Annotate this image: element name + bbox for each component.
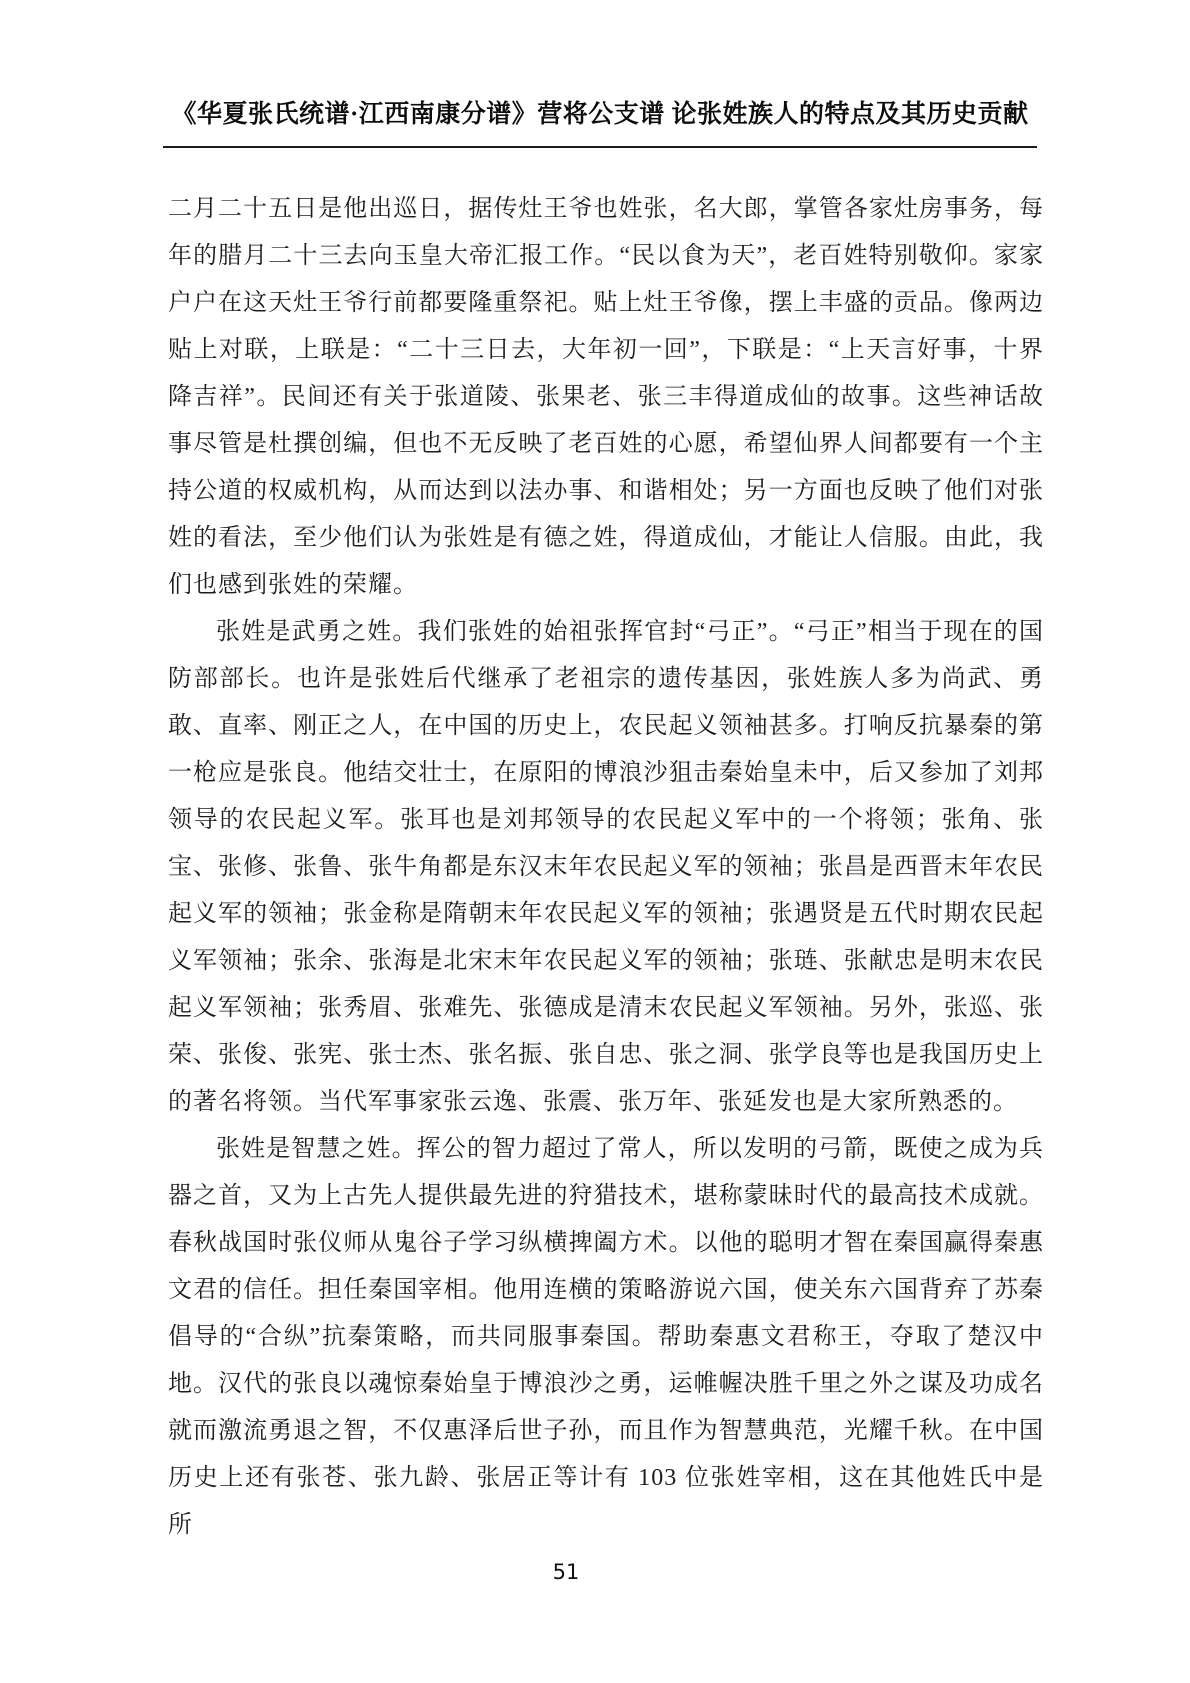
paragraph: 张姓是武勇之姓。我们张姓的始祖张挥官封“弓正”。“弓正”相当于现在的国防部部长。也许是张姓后代继承了老祖宗的遗传基因，张姓族人多为尚武、勇敢、直率、刚正之人，在中国的历史上，农民起义领袖甚多。打响反抗暴秦的第一枪应是张良。他结交壮士，在原阳的博浪沙狙击秦始皇未中，后又参加了刘邦领导的农民起义军。张耳也是刘邦领导的农民起义军中的一个将领；张角、张宝、张修、张鲁、张牛角都是东汉末年农民起义军的领袖；张昌是西晋末年农民起义军的领袖；张金称是隋朝末年农民起义军的领袖；张遇贤是五代时期农民起义军领袖；张余、张海是北宋末年农民起义军的领袖；张琏、张献忠是明末农民起义军领袖；张秀眉、张难先、张德成是清末农民起义军领袖。另外，张巡、张荣、张俊、张宪、张士杰、张名振、张自忠、张之洞、张学良等也是我国历史上的著名将领。当代军事家张云逸、张震、张万年、张延发也是大家所熟悉的。 [168, 619, 1044, 1115]
page-number: 51 [552, 1560, 580, 1584]
header-title: 《华夏张氏统谱·江西南康分谱》营将公支谱 论张姓族人的特点及其历史贡献 [171, 101, 1029, 128]
page-header [163, 98, 1037, 148]
body-text [168, 186, 1044, 1549]
page-footer [0, 1560, 1132, 1584]
paragraph: 张姓是智慧之姓。挥公的智力超过了常人，所以发明的弓箭，既使之成为兵器之首，又为上古先人提供最先进的狩猎技术，堪称蒙昧时代的最高技术成就。春秋战国时张仪师从鬼谷子学习纵横捭阖方术。以他的聪明才智在秦国赢得秦惠文君的信任。担任秦国宰相。他用连横的策略游说六国，使关东六国背弃了苏秦倡导的“合纵”抗秦策略，而共同服事秦国。帮助秦惠文君称王，夺取了楚汉中地。汉代的张良以魂惊秦始皇于博浪沙之勇，运帷幄决胜千里之外之谋及功成名就而激流勇退之智，不仅惠泽后世子孙，而且作为智慧典范，光耀千秋。在中国历史上还有张苍、张九龄、张居正等计有 103 位张姓宰相，这在其他姓氏中是所 [168, 1136, 1044, 1538]
paragraph: 二月二十五日是他出巡日，据传灶王爷也姓张，名大郎，掌管各家灶房事务，每年的腊月二十三去向玉皇大帝汇报工作。“民以食为天”，老百姓特别敬仰。家家户户在这天灶王爷行前都要隆重祭祀。贴上灶王爷像，摆上丰盛的贡品。像两边贴上对联，上联是：“二十三日去，大年初一回”，下联是：“上天言好事，十界降吉祥”。民间还有关于张道陵、张果老、张三丰得道成仙的故事。这些神话故事尽管是杜撰创编，但也不无反映了老百姓的心愿，希望仙界人间都要有一个主持公道的权威机构，从而达到以法办事、和谐相处；另一方面也反映了他们对张姓的看法，至少他们认为张姓是有德之姓，得道成仙，才能让人信服。由此，我们也感到张姓的荣耀。 [168, 196, 1044, 598]
